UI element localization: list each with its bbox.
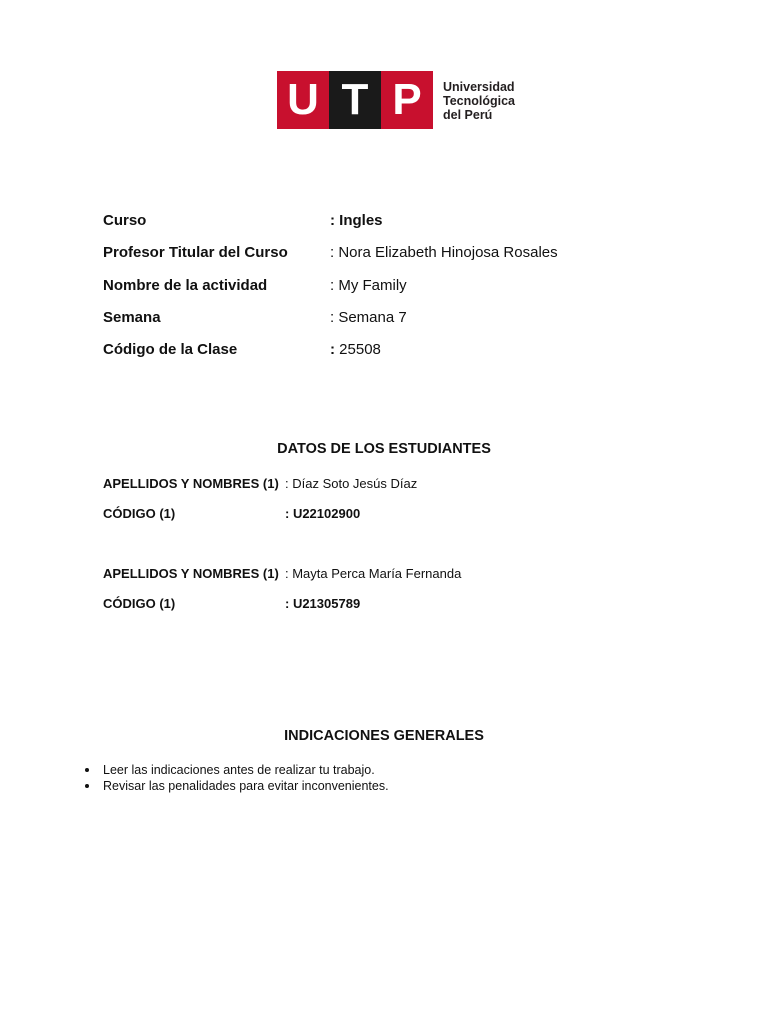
info-value-curso: : Ingles — [330, 212, 383, 229]
info-row-curso — [103, 212, 663, 236]
info-row-semana — [103, 309, 663, 333]
student-2-code-row — [103, 596, 663, 616]
list-item — [85, 762, 389, 778]
info-row-profesor — [103, 244, 663, 268]
logo-line-2: Tecnológica — [443, 94, 516, 108]
student-1-name-value: : Díaz Soto Jesús Díaz — [285, 476, 418, 491]
general-section-title: INDICACIONES GENERALES — [284, 728, 484, 744]
info-value-codigo-clase — [330, 341, 381, 358]
info-label-semana: Semana — [103, 309, 161, 326]
info-label-codigo-clase: Código de la Clase — [103, 341, 238, 358]
bullet-icon — [85, 768, 89, 772]
info-value-profesor: : Nora Elizabeth Hinojosa Rosales — [330, 244, 558, 261]
info-label-actividad: Nombre de la actividad — [103, 277, 268, 294]
student-2-name-label: APELLIDOS Y NOMBRES (1) — [103, 566, 279, 581]
info-value-actividad: : My Family — [330, 277, 407, 294]
student-1-code-value: : U22102900 — [285, 506, 361, 521]
logo-letter-u: U — [277, 71, 329, 129]
info-row-actividad — [103, 277, 663, 301]
student-1-name-label: APELLIDOS Y NOMBRES (1) — [103, 476, 279, 491]
logo-line-1: Universidad — [443, 80, 515, 94]
student-1-code-row — [103, 506, 663, 526]
logo-letter-p: P — [381, 71, 433, 129]
student-1-code-label: CÓDIGO (1) — [103, 506, 176, 521]
list-item-text: Leer las indicaciones antes de realizar tu trabajo. — [103, 763, 375, 777]
info-row-codigo-clase — [103, 341, 663, 365]
bullet-icon — [85, 784, 89, 788]
students-section-title: DATOS DE LOS ESTUDIANTES — [277, 441, 491, 457]
student-2-code-value: : U21305789 — [285, 596, 361, 611]
logo-letter-t: T — [329, 71, 381, 129]
utp-logo — [277, 71, 522, 129]
info-value-semana: : Semana 7 — [330, 309, 407, 326]
general-indications-list — [85, 762, 389, 794]
student-2-name-row — [103, 566, 663, 586]
student-2-name-value: : Mayta Perca María Fernanda — [285, 566, 462, 581]
info-label-profesor: Profesor Titular del Curso — [103, 244, 288, 261]
student-1-name-row — [103, 476, 663, 496]
student-2-code-label: CÓDIGO (1) — [103, 596, 176, 611]
codigo-clase-number: 25508 — [339, 341, 381, 358]
info-label-curso: Curso — [103, 212, 147, 229]
list-item — [85, 778, 389, 794]
logo-line-3: del Perú — [443, 108, 493, 122]
codigo-clase-colon: : — [330, 341, 335, 358]
logo-wordmark — [443, 80, 515, 122]
list-item-text: Revisar las penalidades para evitar inconvenientes. — [103, 779, 389, 793]
